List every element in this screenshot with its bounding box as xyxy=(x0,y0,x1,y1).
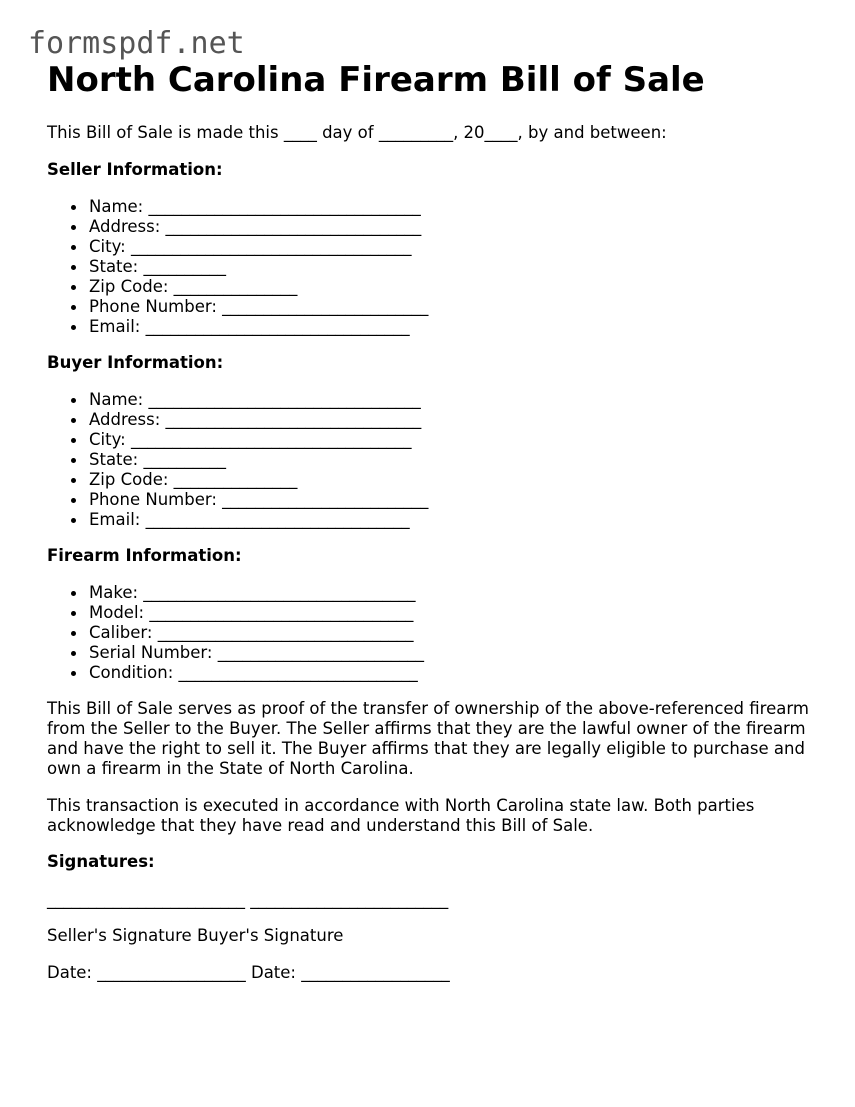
signatures-heading: Signatures: xyxy=(47,852,155,871)
buyer-field-list xyxy=(47,390,428,530)
firearm-model-field: Model: ________________________________ xyxy=(47,603,424,623)
buyer-city-field: City: __________________________________ xyxy=(47,430,428,450)
seller-address-field: Address: _______________________________ xyxy=(47,217,428,237)
buyer-address-field: Address: _______________________________ xyxy=(47,410,428,430)
date-lines: Date: __________________ Date: __________________ xyxy=(47,963,450,982)
firearm-field-list xyxy=(47,583,424,683)
seller-email-field: Email: ________________________________ xyxy=(47,317,428,337)
firearm-serial-field: Serial Number: _________________________ xyxy=(47,643,424,663)
seller-city-field: City: __________________________________ xyxy=(47,237,428,257)
signature-lines: ________________________ ________________________ xyxy=(47,890,449,909)
buyer-state-field: State: __________ xyxy=(47,450,428,470)
firearm-condition-field: Condition: _____________________________ xyxy=(47,663,424,683)
signature-labels: Seller's Signature Buyer's Signature xyxy=(47,926,344,945)
buyer-zip-field: Zip Code: _______________ xyxy=(47,470,428,490)
buyer-email-field: Email: ________________________________ xyxy=(47,510,428,530)
law-paragraph: This transaction is executed in accordance with North Carolina state law. Both parties acknowledge that they have read and understand this Bill of Sale. xyxy=(47,796,755,835)
watermark-logo: formspdf.net xyxy=(28,26,245,61)
page-title: North Carolina Firearm Bill of Sale xyxy=(47,60,705,100)
firearm-make-field: Make: _________________________________ xyxy=(47,583,424,603)
firearm-caliber-field: Caliber: _______________________________ xyxy=(47,623,424,643)
buyer-phone-field: Phone Number: _________________________ xyxy=(47,490,428,510)
buyer-heading: Buyer Information: xyxy=(47,353,224,372)
seller-name-field: Name: _________________________________ xyxy=(47,197,428,217)
ownership-paragraph: This Bill of Sale serves as proof of the transfer of ownership of the above-referenced firearm from the Seller to the Buyer. The Seller affirms that they are the lawful owner of the firearm and have the right to sell it. The Buyer affirms that they are legally eligible to purchase and own a firearm in the State of North Carolina. xyxy=(47,699,809,778)
seller-field-list xyxy=(47,197,428,337)
seller-phone-field: Phone Number: _________________________ xyxy=(47,297,428,317)
seller-heading: Seller Information: xyxy=(47,160,223,179)
seller-zip-field: Zip Code: _______________ xyxy=(47,277,428,297)
intro-line: This Bill of Sale is made this ____ day of _________, 20____, by and between: xyxy=(47,123,667,142)
seller-state-field: State: __________ xyxy=(47,257,428,277)
buyer-name-field: Name: _________________________________ xyxy=(47,390,428,410)
firearm-heading: Firearm Information: xyxy=(47,546,242,565)
